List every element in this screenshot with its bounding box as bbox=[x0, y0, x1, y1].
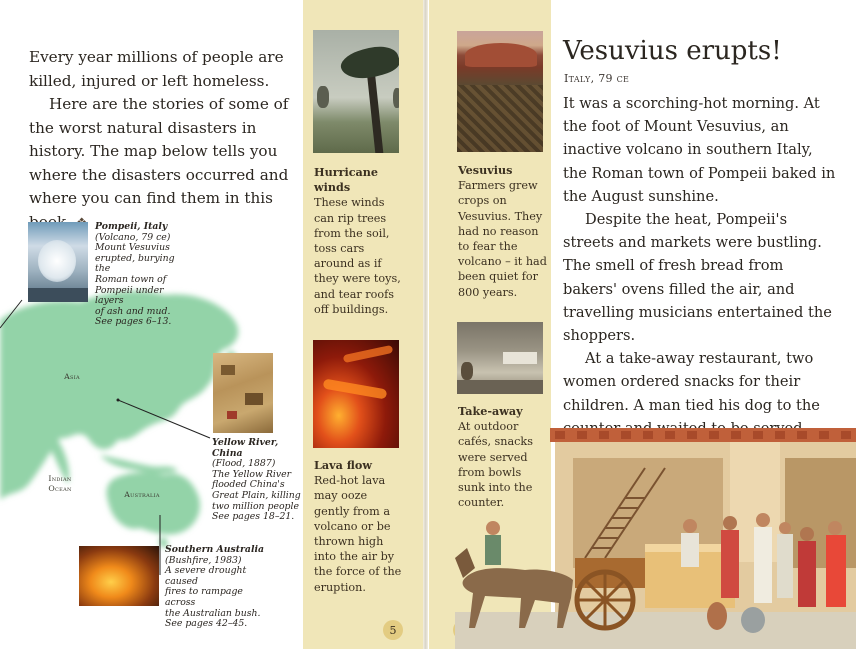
southern-australia-caption-line: fires to rampage across bbox=[165, 586, 243, 608]
southern-australia-caption bbox=[165, 545, 275, 630]
vesuvius-caption-title: Vesuvius bbox=[458, 163, 513, 177]
story-paragraph-1: It was a scorching-hot morning. At the foot of Mount Vesuvius, an inactive volcano in southern Italy, the Roman town of Pompeii baked in the August sunshine. bbox=[563, 95, 836, 205]
story-text bbox=[563, 92, 841, 440]
pompeii-eruption-image bbox=[28, 222, 88, 302]
takeaway-caption-body: At outdoor cafés, snacks were served from bowls sunk into the counter. bbox=[458, 420, 533, 510]
southern-australia-caption-line: See pages 42–45. bbox=[165, 618, 248, 630]
vesuvius-caption-body: Farmers grew crops on Vesuvius. They had no reason to fear the volcano – it had been quiet for 800 years. bbox=[458, 179, 547, 299]
indonesia-islands bbox=[100, 455, 178, 473]
takeaway-caption-title: Take-away bbox=[458, 404, 523, 418]
yellow-river-caption-line: (Flood, 1887) bbox=[212, 458, 276, 470]
intro-paragraph-2 bbox=[29, 93, 294, 235]
story-dateline: Italy, 79 ce bbox=[564, 72, 630, 85]
southern-australia-caption-line: A severe drought caused bbox=[165, 565, 247, 587]
lava-flow-image bbox=[313, 340, 399, 448]
roof-tiles bbox=[550, 428, 856, 442]
intro-paragraph-1: Every year millions of people are killed, injured or left homeless. bbox=[29, 48, 284, 90]
yellow-river-caption-line: See pages 18–21. bbox=[212, 511, 295, 523]
yellow-river-caption-line: The Yellow River bbox=[212, 468, 292, 480]
pompeii-caption-line: See pages 6–13. bbox=[95, 316, 172, 328]
story-paragraph-3: At a take-away restaurant, two women ordered snacks for their children. A man tied his dog to the bbox=[563, 350, 820, 414]
australia-landmass bbox=[107, 473, 201, 535]
pompeii-caption-line: Mount Vesuvius bbox=[95, 242, 170, 254]
hurricane-caption bbox=[314, 165, 404, 317]
pompeii-caption-line: erupted, burying the bbox=[95, 252, 175, 275]
vesuvius-caption bbox=[458, 163, 550, 300]
intro-paragraph-2-text: Here are the stories of some of the worst natural disasters in history. The map below tells you where the disasters occurred and where you can find them in this bbox=[29, 95, 289, 207]
pompeii-caption bbox=[95, 222, 185, 328]
story-title: Vesuvius erupts! bbox=[563, 36, 782, 66]
hurricane-caption-title: Hurricane winds bbox=[314, 165, 379, 195]
yellow-river-caption-line: flooded China's bbox=[212, 479, 285, 491]
map-label-asia: Asia bbox=[64, 372, 80, 381]
map-label-ocean: Ocean bbox=[48, 484, 72, 493]
southern-australia-caption-title: Southern Australia bbox=[165, 544, 265, 555]
pompeii-caption-title: Pompeii, Italy bbox=[95, 221, 168, 232]
bushfire-image bbox=[79, 546, 159, 606]
lava-caption-title: Lava flow bbox=[314, 458, 372, 472]
page-number-5: 5 bbox=[383, 620, 403, 640]
page-gutter bbox=[423, 0, 428, 649]
intro-text bbox=[29, 46, 294, 235]
pompeii-caption-line: of ash and mud. bbox=[95, 305, 171, 317]
yellow-river-caption-line: two million people bbox=[212, 500, 299, 512]
yellow-river-caption-title: Yellow River, China bbox=[212, 437, 279, 459]
pompeii-caption-line: (Volcano, 79 ce) bbox=[95, 231, 171, 243]
pompeii-street-illustration bbox=[455, 428, 856, 649]
southern-australia-caption-line: the Australian bush. bbox=[165, 607, 261, 619]
yellow-river-flood-image bbox=[213, 353, 273, 433]
hurricane-caption-body: These winds can rip trees from the soil, toss cars around as if they were toys, and tear roofs off buildings. bbox=[314, 196, 401, 316]
map-label-australia: Australia bbox=[124, 490, 160, 499]
street bbox=[455, 612, 856, 649]
lava-caption bbox=[314, 458, 406, 595]
yellow-river-caption bbox=[212, 438, 308, 523]
pompeii-caption-line: Pompeii under layers bbox=[95, 284, 164, 307]
hurricane-palm-image bbox=[313, 30, 399, 153]
yellow-river-caption-line: Great Plain, killing bbox=[212, 489, 301, 501]
takeaway-counter-photo bbox=[457, 322, 543, 394]
vesuvius-photo bbox=[457, 31, 543, 152]
southern-australia-caption-line: (Bushfire, 1983) bbox=[165, 554, 242, 566]
pompeii-caption-line: Roman town of bbox=[95, 273, 167, 285]
cart-driver bbox=[486, 521, 500, 535]
map-label-indian: Indian bbox=[48, 474, 72, 483]
story-paragraph-2: Despite the heat, Pompeii's streets and markets were bustling. The smell of fresh bread from bakers' ovens filled the air, and travelling musicians entertained the shoppers. bbox=[563, 211, 832, 345]
lava-caption-body: Red-hot lava may ooze gently from a volcano or be thrown high into the air by the force of the eruption. bbox=[314, 474, 402, 594]
